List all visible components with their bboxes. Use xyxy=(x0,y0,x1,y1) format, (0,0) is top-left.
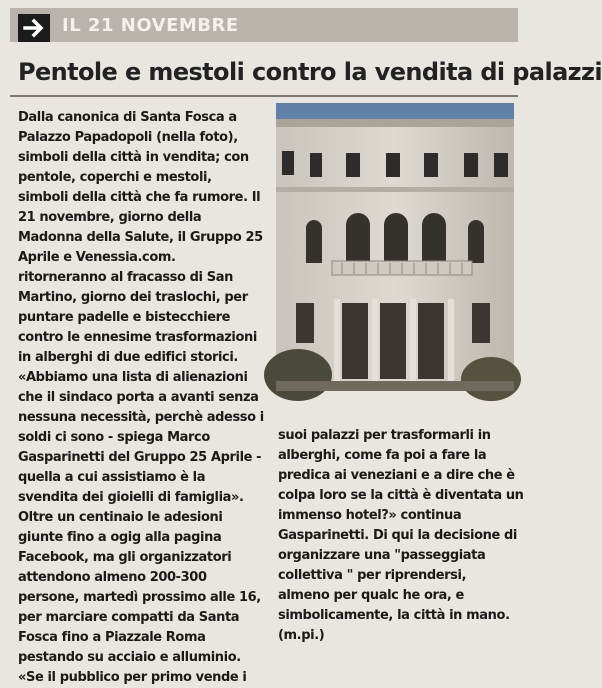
article-text-line: predica ai veneziani e a dire che è xyxy=(278,468,515,483)
article-column-left xyxy=(18,108,270,688)
article-text-line: in alberghi di due edifici storici. xyxy=(18,350,238,365)
article-text-line: Gasparinetti. Di qui la decisione di xyxy=(278,528,517,543)
article-text-line: organizzare una "passeggiata xyxy=(278,548,486,563)
article-text-line: «Abbiamo una lista di alienazioni xyxy=(18,370,248,385)
article-text-line: Madonna della Salute, il Gruppo 25 xyxy=(18,230,263,245)
article-text-line: svendita dei gioielli di famiglia». xyxy=(18,490,244,505)
article-text-line: colpa loro se la città è diventata un xyxy=(278,488,524,503)
article-text-line: 21 novembre, giorno della xyxy=(18,210,202,225)
article-text-line: quella a cui assistiamo è la xyxy=(18,470,206,485)
article-text-line: Aprile e Venessia.com. xyxy=(18,250,176,265)
article-text-line: puntare padelle e bistecchiere xyxy=(18,310,231,325)
article-text-line: pestando su acciaio e alluminio. xyxy=(18,650,241,665)
headline-divider xyxy=(10,95,518,97)
article-text-line: alberghi, come fa poi a fare la xyxy=(278,448,487,463)
article-column-right xyxy=(278,426,523,646)
article-text-line: ritorneranno al fracasso di San xyxy=(18,270,233,285)
article-text-line: attendono almeno 200-300 xyxy=(18,570,207,585)
article-text-line: Oltre un centinaio le adesioni xyxy=(18,510,223,525)
article-text-line: nessuna necessità, perchè adesso i xyxy=(18,410,264,425)
article-text-line: giunte fino a ogig alla pagina xyxy=(18,530,222,545)
article-text-line: suoi palazzi per trasformarli in xyxy=(278,428,491,443)
article-text-line: Dalla canonica di Santa Fosca a xyxy=(18,110,237,125)
article-text-line: (m.pi.) xyxy=(278,628,325,643)
article-text-line: pentole, coperchi e mestoli, xyxy=(18,170,212,185)
palazzo-photo xyxy=(276,103,514,391)
article-headline: Pentole e mestoli contro la vendita di palazzi xyxy=(18,58,602,86)
article-text-line: almeno per qualc he ora, e xyxy=(278,588,464,603)
article-text-line: Gasparinetti del Gruppo 25 Aprile - xyxy=(18,450,262,465)
article-text-line: simbolicamente, la città in mano. xyxy=(278,608,510,623)
article-text-line: contro le ennesime trasformazioni xyxy=(18,330,257,345)
article-text-line: collettiva " per riprendersi, xyxy=(278,568,467,583)
article-text-line: persone, martedì prossimo alle 16, xyxy=(18,590,261,605)
right-arrow-icon xyxy=(18,14,50,42)
article-text-line: Martino, giorno dei traslochi, per xyxy=(18,290,248,305)
article-text-line: immenso hotel?» continua xyxy=(278,508,462,523)
article-text-line: Palazzo Papadopoli (nella foto), xyxy=(18,130,238,145)
article-text-line: simboli della città che fa rumore. Il xyxy=(18,190,261,205)
article-text-line: Fosca fino a Piazzale Roma xyxy=(18,630,206,645)
article-text-line: per marciare compatti da Santa xyxy=(18,610,240,625)
article-text-line: che il sindaco porta a avanti senza xyxy=(18,390,259,405)
article-text-line: Facebook, ma gli organizzatori xyxy=(18,550,232,565)
article-text-line: «Se il pubblico per primo vende i xyxy=(18,670,247,685)
article-text-line: soldi ci sono - spiega Marco xyxy=(18,430,210,445)
date-banner-label: IL 21 NOVEMBRE xyxy=(62,15,239,36)
article-text-line: simboli della città in vendita; con xyxy=(18,150,249,165)
